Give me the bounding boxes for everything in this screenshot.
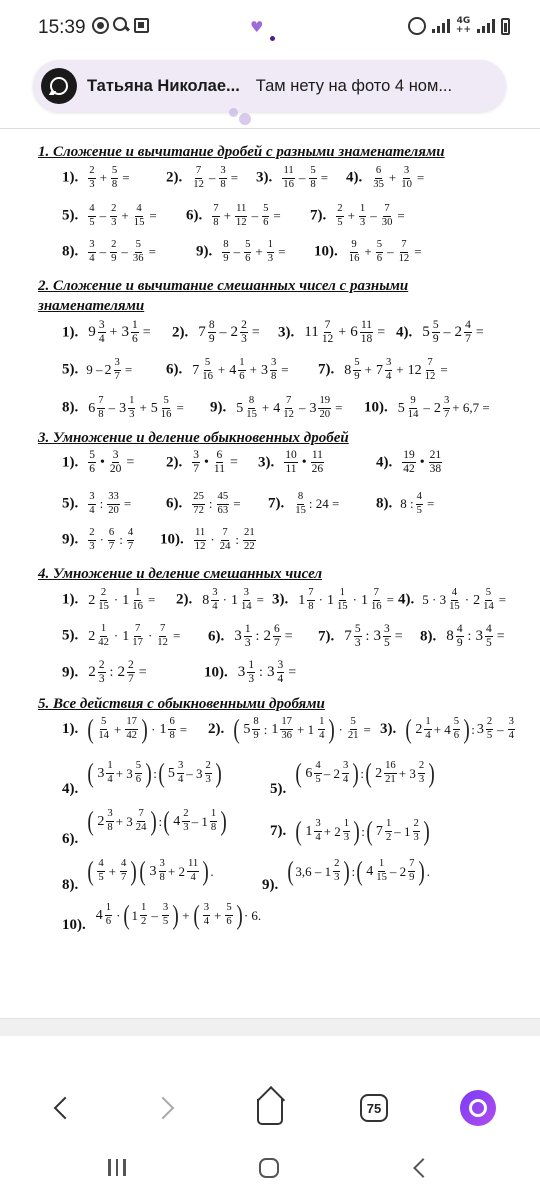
back-icon[interactable]	[413, 1158, 433, 1178]
s5-problem-7: 7). ( 1 $\frac{3}{4}$ + 2 $\frac{1}{3}$ ) : ( 7 $\frac{1}{2}$ – 1 $\frac{2}{3}$ )	[270, 816, 430, 846]
s2-problem-5: 5). 9 – 2 $\frac{3}{7}$ =	[62, 357, 133, 382]
s5-problem-6: 6). ( 2 $\frac{3}{8}$ + 3 $\frac{7}{24}$ ) : ( 4 $\frac{2}{3}$ – 1 $\frac{1}{8}$ )	[62, 806, 227, 848]
s2-problem-9: 9). 5 $\frac{8}{15}$ + 4 $\frac{7}{12}$ – 3 $\frac{19}{20}$ =	[210, 395, 343, 420]
s4-problem-7: 7). 7 $\frac{5}{3}$ : 3 $\frac{3}{5}$ =	[318, 623, 403, 650]
s5-problem-4: 4). ( 3 $\frac{1}{4}$ + 3 $\frac{5}{6}$ ) : ( 5 $\frac{3}{4}$ – 3 $\frac{2}{3}$ )	[62, 758, 222, 798]
s3-problem-8: 8). 8 : $\frac{4}{5}$ =	[376, 491, 435, 516]
section-4-title: 4. Умножение и деление смешанных чисел	[38, 566, 323, 582]
s1-problem-7: 7). $\frac{2}{5}$ + $\frac{1}{3}$ – $\frac{7}{30}$ =	[310, 203, 405, 228]
app-square-icon	[134, 18, 149, 33]
s2-problem-2: 2). 7 $\frac{8}{9}$ – 2 $\frac{2}{3}$ =	[172, 319, 260, 346]
s4-problem-1: 1). 2 $\frac{2}{15}$ · 1 $\frac{1}{16}$ =	[62, 587, 156, 612]
home-circle-icon[interactable]	[259, 1158, 279, 1178]
s3-problem-9: 9). $\frac{2}{3}$ · $\frac{6}{7}$ : $\frac{4}{7}$	[62, 527, 134, 552]
s1-problem-8: 8). $\frac{3}{4}$ – $\frac{2}{9}$ – $\frac{5}{36}$ =	[62, 239, 156, 264]
divider	[0, 128, 540, 129]
s4-problem-3: 3). 1 $\frac{7}{8}$ · 1 $\frac{1}{15}$ · 1 $\frac{7}{16}$ =	[272, 587, 394, 612]
s3-problem-3: 3). $\frac{10}{11}$ • $\frac{11}{26}$	[258, 449, 324, 476]
s3-problem-10: 10). $\frac{11}{12}$ · $\frac{7}{24}$ : $\frac{21}{22}$	[160, 527, 255, 552]
s1-problem-1: 1). $\frac{2}{3}$ + $\frac{5}{8}$ =	[62, 165, 130, 190]
status-notification-icons	[92, 17, 149, 34]
notification-text: Там нету на фото 4 ном...	[255, 76, 453, 95]
signal-icon	[432, 19, 450, 33]
status-bar	[0, 0, 540, 56]
system-navigation-bar	[0, 1145, 540, 1200]
heart-decoration-icon: ♥	[250, 18, 264, 36]
page-footer-strip	[0, 1018, 540, 1036]
decoration-blobs	[225, 108, 265, 128]
s4-problem-4: 4). 5 · 3 $\frac{4}{15}$ · 2 $\frac{5}{14}$ =	[398, 587, 507, 612]
s5-problem-10: 10). 4 $\frac{1}{6}$ · ( 1 $\frac{1}{2}$ – $\frac{3}{5}$ ) + ( $\frac{3}{4}$ + $\frac{5}{6}$ ) · 6.	[62, 900, 262, 934]
home-button[interactable]	[250, 1088, 290, 1128]
whatsapp-icon	[92, 17, 109, 34]
s3-problem-1: 1). $\frac{5}{6}$ • $\frac{3}{20}$ =	[62, 449, 135, 476]
s4-problem-5: 5). 2 $\frac{1}{42}$ · 1 $\frac{7}{17}$ · $\frac{7}{12}$ =	[62, 623, 181, 648]
browser-toolbar	[0, 1070, 540, 1145]
s4-problem-8: 8). 8 $\frac{4}{9}$ : 3 $\frac{4}{5}$ =	[420, 623, 505, 650]
alice-assistant-button[interactable]	[458, 1088, 498, 1128]
section-3-title: 3. Умножение и деление обыкновенных дробей	[38, 430, 349, 446]
s4-problem-6: 6). 3 $\frac{1}{3}$ : 2 $\frac{6}{7}$ =	[208, 623, 293, 650]
decoration-dot	[270, 36, 275, 41]
s2-problem-3: 3). 11 $\frac{7}{12}$ + 6 $\frac{11}{18}$ =	[278, 319, 386, 346]
status-system-icons	[408, 17, 510, 35]
s1-problem-5: 5). $\frac{4}{5}$ – $\frac{2}{3}$ + $\frac{4}{15}$ =	[62, 203, 157, 228]
back-chevron-icon	[54, 1097, 77, 1120]
s5-problem-8: 8). ( $\frac{4}{5}$ + $\frac{4}{7}$ ) ( 3 $\frac{3}{8}$ + 2 $\frac{11}{4}$ ) .	[62, 856, 214, 894]
s3-problem-7: 7). $\frac{8}{15}$ : 24 =	[268, 491, 340, 516]
s1-problem-6: 6). $\frac{7}{8}$ + $\frac{11}{12}$ – $\frac{5}{6}$ =	[186, 203, 281, 228]
s1-problem-4: 4). $\frac{6}{35}$ + $\frac{3}{10}$ =	[346, 165, 425, 190]
s4-problem-10: 10). 3 $\frac{1}{3}$ : 3 $\frac{3}{4}$ =	[204, 659, 297, 686]
s5-problem-2: 2). ( 5 $\frac{8}{9}$ : 1 $\frac{17}{36}$ + 1 $\frac{1}{4}$ ) · $\frac{5}{21}$ =	[208, 714, 371, 744]
s3-problem-5: 5). $\frac{3}{4}$ : $\frac{33}{20}$ =	[62, 491, 132, 516]
forward-chevron-icon	[152, 1097, 175, 1120]
search-icon	[113, 17, 130, 34]
s2-problem-7: 7). 8 $\frac{5}{9}$ + 7 $\frac{3}{4}$ + 12 $\frac{7}{12}$ =	[318, 357, 448, 382]
forward-button[interactable]	[146, 1088, 186, 1128]
alarm-icon	[408, 17, 426, 35]
s1-problem-2: 2). $\frac{7}{12}$ – $\frac{3}{8}$ =	[166, 165, 239, 190]
back-button[interactable]	[42, 1088, 82, 1128]
section-2-title-cont: знаменателями	[38, 298, 145, 314]
home-icon	[257, 1099, 283, 1125]
s5-problem-5: 5). ( 6 $\frac{4}{5}$ – 2 $\frac{3}{4}$ ) : ( 2 $\frac{16}{21}$ + 3 $\frac{2}{3}$ )	[270, 758, 435, 798]
signal-icon-2	[477, 19, 495, 33]
s3-problem-2: 2). $\frac{3}{7}$ • $\frac{6}{11}$ =	[166, 449, 238, 476]
s5-problem-1: 1). ( $\frac{5}{14}$ + $\frac{17}{42}$ ) · 1 $\frac{6}{8}$ =	[62, 714, 188, 744]
section-2-title: 2. Сложение и вычитание смешанных чисел с разными	[38, 278, 409, 294]
s2-problem-6: 6). 7 $\frac{5}{16}$ + 4 $\frac{1}{6}$ + 3 $\frac{3}{8}$ =	[166, 357, 289, 382]
whatsapp-notification[interactable]	[33, 60, 506, 112]
alice-assistant-icon	[460, 1090, 496, 1126]
s2-problem-1: 1). 9 $\frac{3}{4}$ + 3 $\frac{1}{6}$ =	[62, 319, 151, 346]
tabs-button[interactable]	[354, 1088, 394, 1128]
tabs-icon: 75	[360, 1094, 388, 1122]
s4-problem-2: 2). 8 $\frac{3}{4}$ · 1 $\frac{3}{14}$ =	[176, 587, 264, 612]
section-5-title: 5. Все действия с обыкновенными дробями	[38, 696, 325, 712]
s2-problem-10: 10). 5 $\frac{9}{14}$ – 2 $\frac{3}{7}$ + 6,7 =	[364, 395, 490, 420]
s1-problem-3: 3). $\frac{11}{16}$ – $\frac{5}{8}$ =	[256, 165, 329, 190]
section-1-title: 1. Сложение и вычитание дробей с разными знаменателями	[38, 144, 445, 160]
s3-problem-6: 6). $\frac{25}{72}$ : $\frac{45}{63}$ =	[166, 491, 241, 516]
s3-problem-4: 4). $\frac{19}{42}$ • $\frac{21}{38}$	[376, 449, 442, 476]
battery-icon	[501, 18, 510, 35]
s5-problem-3: 3). ( 2 $\frac{1}{4}$ + 4 $\frac{5}{6}$ ) : 3 $\frac{2}{5}$ – $\frac{3}{4}$	[380, 714, 514, 744]
network-type-label: 4G ++	[455, 16, 471, 35]
notification-sender: Татьяна Николае...	[87, 76, 240, 95]
s1-problem-10: 10). $\frac{9}{16}$ + $\frac{5}{6}$ – $\frac{7}{12}$ =	[314, 239, 422, 264]
s2-problem-4: 4). 5 $\frac{5}{9}$ – 2 $\frac{4}{7}$ =	[396, 319, 484, 346]
whatsapp-icon	[41, 68, 77, 104]
status-time: 15:39	[38, 17, 86, 38]
s5-problem-9: 9). ( 3,6 – 1 $\frac{2}{3}$ ) : ( 4 $\frac{1}{15}$ – 2 $\frac{7}{9}$ ) .	[262, 856, 430, 894]
s4-problem-9: 9). 2 $\frac{2}{3}$ : 2 $\frac{2}{7}$ =	[62, 659, 147, 686]
recents-icon[interactable]	[108, 1159, 126, 1176]
s1-problem-9: 9). $\frac{8}{9}$ – $\frac{5}{6}$ + $\frac{1}{3}$ =	[196, 239, 286, 264]
s2-problem-8: 8). 6 $\frac{7}{8}$ – 3 $\frac{1}{3}$ + 5 $\frac{5}{16}$ =	[62, 395, 184, 420]
worksheet-image	[0, 128, 540, 1018]
